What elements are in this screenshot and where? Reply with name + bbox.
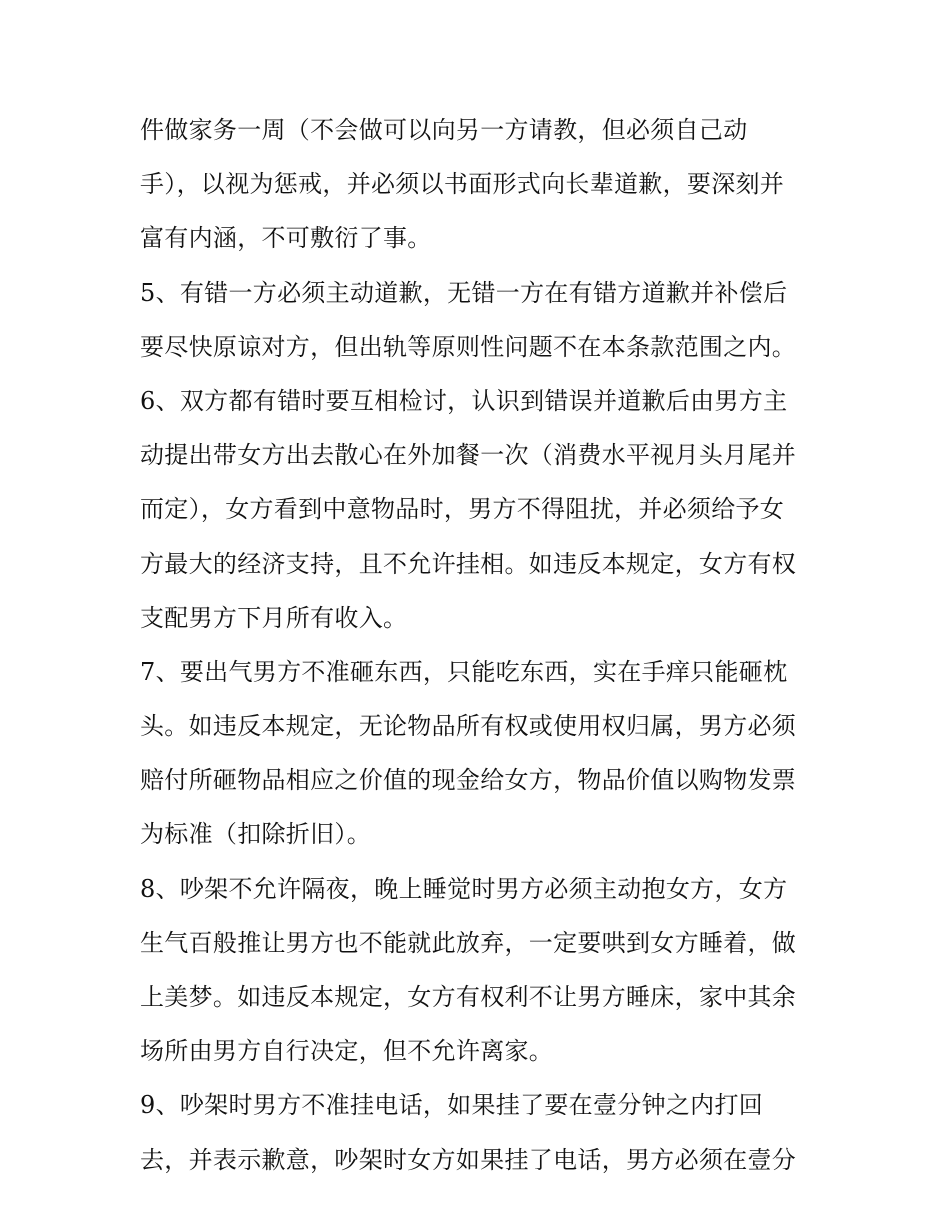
text-line: 动提出带女方出去散心在外加餐一次（消费水平视月头月尾并: [140, 441, 797, 470]
text-line: 要尽快原谅对方，但出轨等原则性问题不在本条款范围之内。: [140, 332, 797, 361]
text-line: 支配男方下月所有收入。: [140, 603, 408, 632]
text-line: 富有内涵，不可敷衍了事。: [140, 224, 432, 253]
text-line: 上美梦。如违反本规定，女方有权利不让男方睡床，家中其余: [140, 983, 797, 1011]
document-body: [140, 110, 820, 1194]
text-line: 手），以视为惩戒，并必须以书面形式向长辈道歉，要深刻并: [140, 170, 785, 199]
text-line: 场所由男方自行决定，但不允许离家。: [140, 1037, 554, 1066]
text-line: 件做家务一周（不会做可以向另一方请教，但必须自己动: [140, 116, 748, 144]
text-line: 赔付所砸物品相应之价值的现金给女方，物品价值以购物发票: [140, 766, 797, 795]
text-line: 方最大的经济支持，且不允许挂相。如违反本规定，女方有权: [140, 549, 797, 578]
text-line: 生气百般推让男方也不能就此放弃，一定要哄到女方睡着，做: [140, 928, 797, 957]
text-line: 7、要出气男方不准砸东西，只能吃东西，实在手痒只能砸枕: [140, 657, 788, 686]
text-line: 8、吵架不允许隔夜，晚上睡觉时男方必须主动抱女方，女方: [140, 874, 788, 903]
text-line: 头。如违反本规定，无论物品所有权或使用权归属，男方必须: [140, 712, 797, 741]
text-line: 5、有错一方必须主动道歉，无错一方在有错方道歉并补偿后: [140, 278, 788, 307]
text-line: 为标准（扣除折旧）。: [140, 820, 371, 849]
text-line: 6、双方都有错时要互相检讨，认识到错误并道歉后由男方主: [140, 386, 788, 415]
text-line: 9、吵架时男方不准挂电话，如果挂了要在壹分钟之内打回: [140, 1091, 764, 1120]
text-line: 去，并表示歉意，吵架时女方如果挂了电话，男方必须在壹分: [140, 1145, 797, 1174]
text-line: 而定），女方看到中意物品时，男方不得阻扰，并必须给予女: [140, 495, 785, 524]
